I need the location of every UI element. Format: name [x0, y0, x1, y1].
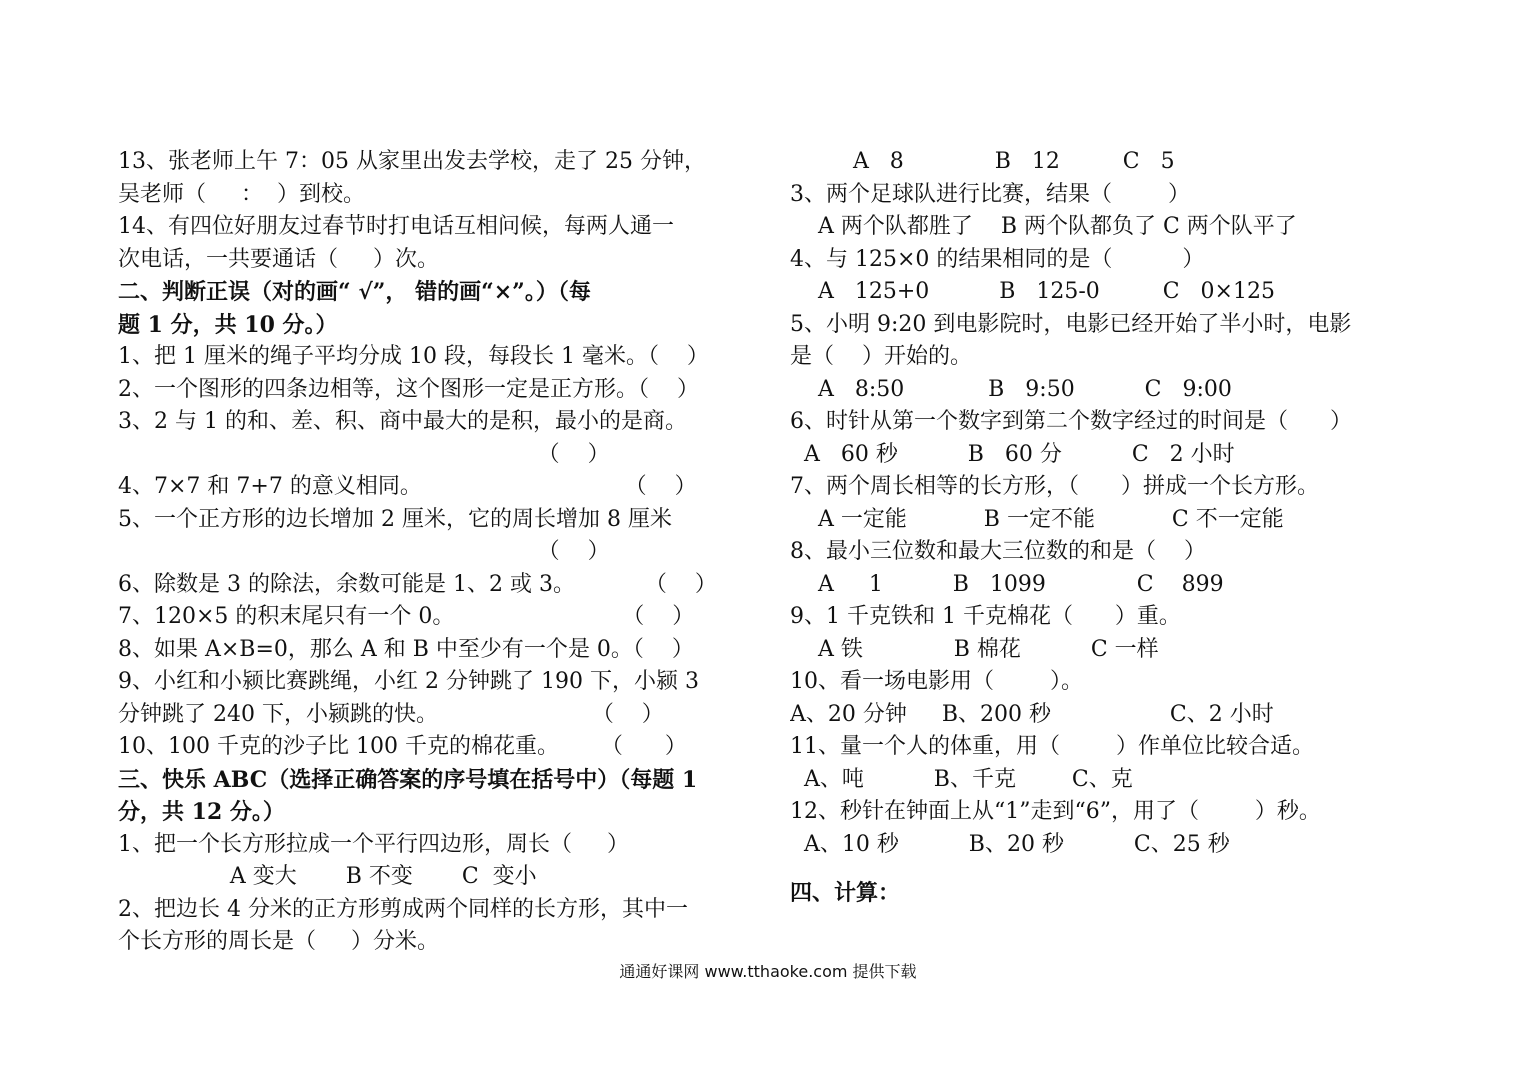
text-line: 14、有四位好朋友过春节时打电话互相问候，每两人通一 — [118, 214, 674, 239]
question-line: 是（ ）开始的。 — [790, 344, 972, 369]
section-heading-calculation: 四、计算： — [790, 880, 901, 906]
question-line: 2、一个图形的四条边相等，这个图形一定是正方形。（ ） — [118, 376, 699, 402]
question-line: 8、最小三位数和最大三位数的和是（ ） — [790, 539, 1206, 564]
text-line: 吴老师（ ： ）到校。 — [118, 181, 365, 207]
left-column — [118, 146, 758, 959]
question-line: 3、2 与 1 的和、差、积、商中最大的是积，最小的是商。 — [118, 409, 687, 434]
question-line: 4、7×7 和 7+7 的意义相同。 （ ） — [118, 474, 697, 499]
options-line: A 8 B 12 C 5 — [790, 149, 1175, 174]
options-line: A、20 分钟 B、200 秒 C、2 小时 — [790, 701, 1274, 727]
options-line: A 60 秒 B 60 分 C 2 小时 — [790, 441, 1235, 467]
question-line: 9、小红和小颍比赛跳绳，小红 2 分钟跳了 190 下，小颍 3 — [118, 669, 699, 694]
question-line: 个长方形的周长是（ ）分米。 — [118, 929, 439, 954]
text-line: 13、张老师上午 7：05 从家里出发去学校，走了 25 分钟， — [118, 149, 706, 174]
options-line: A 变大 B 不变 C 变小 — [118, 864, 537, 889]
question-line: 11、量一个人的体重，用（ ）作单位比较合适。 — [790, 734, 1314, 759]
options-line: A 一定能 B 一定不能 C 不一定能 — [790, 506, 1284, 532]
question-line: 10、100 千克的沙子比 100 千克的棉花重。 （ ） — [118, 734, 687, 759]
question-line: 1、把一个长方形拉成一个平行四边形，周长（ ） — [118, 831, 629, 857]
question-line: 5、一个正方形的边长增加 2 厘米，它的周长增加 8 厘米 — [118, 506, 672, 532]
answer-blank: （ ） — [118, 441, 610, 467]
section-heading: 二、判断正误（对的画“ √”， 错的画“×”。）（每 — [118, 279, 591, 305]
question-line: 5、小明 9:20 到电影院时，电影已经开始了半小时，电影 — [790, 311, 1352, 337]
question-line: 8、如果 A×B=0，那么 A 和 B 中至少有一个是 0。（ ） — [118, 636, 694, 662]
question-line: 10、看一场电影用（ ）。 — [790, 669, 1083, 694]
question-line: 2、把边长 4 分米的正方形剪成两个同样的长方形，其中一 — [118, 896, 688, 922]
question-line: 7、120×5 的积末尾只有一个 0。 （ ） — [118, 604, 695, 629]
section-heading: 分，共 12 分。） — [118, 799, 285, 825]
section-heading: 题 1 分，共 10 分。） — [118, 311, 338, 338]
options-line: A 1 B 1099 C 899 — [790, 571, 1224, 597]
options-line: A 8:50 B 9:50 C 9:00 — [790, 376, 1232, 402]
options-line: A 125+0 B 125-0 C 0×125 — [790, 279, 1275, 304]
question-line: 3、两个足球队进行比赛，结果（ ） — [790, 181, 1190, 207]
question-line: 12、秒针在钟面上从“1”走到“6”，用了（ ）秒。 — [790, 799, 1321, 824]
options-line: A 两个队都胜了 B 两个队都负了 C 两个队平了 — [790, 214, 1297, 239]
footer-credit: 通通好课网 www.tthaoke.com 提供下载 — [619, 962, 917, 981]
section-heading: 三、快乐 ABC（选择正确答案的序号填在括号中）（每题 1 — [118, 766, 698, 793]
answer-blank: （ ） — [118, 539, 610, 564]
text-line: 次电话，一共要通话（ ）次。 — [118, 246, 439, 272]
question-line: 4、与 125×0 的结果相同的是（ ） — [790, 246, 1205, 272]
options-line: A、10 秒 B、20 秒 C、25 秒 — [790, 831, 1230, 857]
question-line: 6、除数是 3 的除法，余数可能是 1、2 或 3。 （ ） — [118, 571, 717, 597]
options-line: A、吨 B、千克 C、克 — [790, 766, 1133, 792]
right-column — [790, 146, 1450, 925]
options-line: A 铁 B 棉花 C 一样 — [790, 636, 1159, 662]
question-line: 6、时针从第一个数字到第二个数字经过的时间是（ ） — [790, 409, 1352, 434]
question-line: 1、把 1 厘米的绳子平均分成 10 段，每段长 1 毫米。（ ） — [118, 344, 709, 369]
question-line: 分钟跳了 240 下，小颍跳的快。 （ ） — [118, 701, 664, 727]
question-line: 7、两个周长相等的长方形，（ ）拼成一个长方形。 — [790, 474, 1319, 499]
question-line: 9、1 千克铁和 1 千克棉花（ ）重。 — [790, 604, 1181, 629]
